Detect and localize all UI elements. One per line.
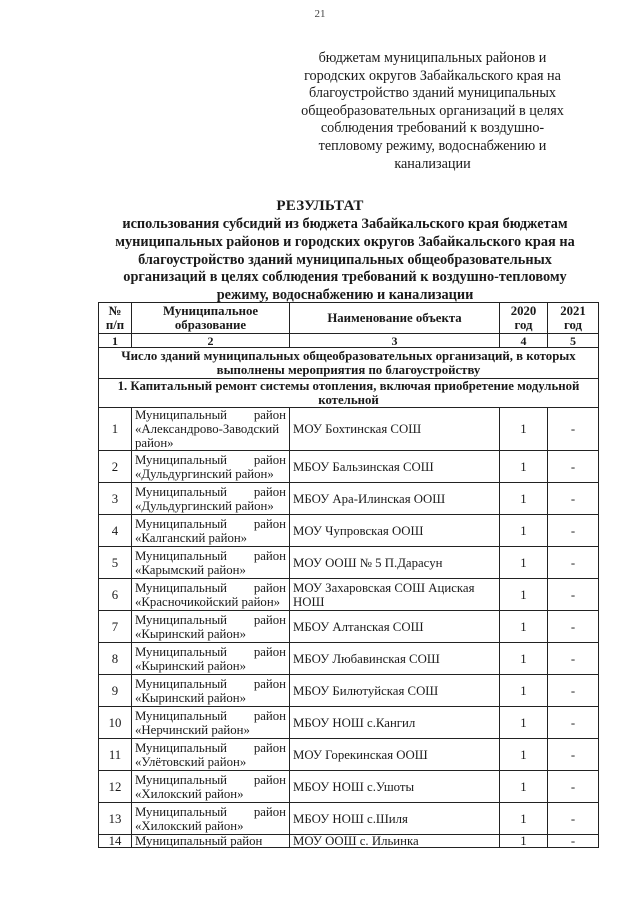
row-municipality: Муниципальный район «Улётовский район» [132, 739, 290, 771]
row-municipality: Муниципальный район «Красночикойский район» [132, 579, 290, 611]
table-row [99, 739, 599, 771]
page-number: 21 [314, 8, 326, 20]
column-index-row [99, 334, 599, 348]
row-year-2020: 1 [500, 675, 548, 707]
row-year-2021: - [548, 771, 599, 803]
row-object: МБОУ Любавинская СОШ [290, 643, 500, 675]
table-row [99, 835, 599, 848]
table-row [99, 803, 599, 835]
table-row [99, 643, 599, 675]
table-row [99, 483, 599, 515]
row-year-2020: 1 [500, 451, 548, 483]
row-object: МБОУ Билютуйская СОШ [290, 675, 500, 707]
results-table [98, 302, 599, 848]
row-year-2020: 1 [500, 835, 548, 848]
table-row [99, 579, 599, 611]
row-year-2020: 1 [500, 739, 548, 771]
table-row [99, 707, 599, 739]
table-row [99, 451, 599, 483]
row-object: МОУ Чупровская ООШ [290, 515, 500, 547]
row-year-2021: - [548, 643, 599, 675]
row-year-2020: 1 [500, 611, 548, 643]
intro-line: канализации [394, 155, 471, 172]
row-municipality: Муниципальный район «Дульдургинский район» [132, 451, 290, 483]
header-year-2020: 2020 год [500, 303, 548, 334]
row-number: 9 [99, 675, 132, 707]
intro-line: городских округов Забайкальского края на [304, 67, 561, 84]
column-index: 1 [99, 334, 132, 348]
header-municipality: Муниципальное образование [132, 303, 290, 334]
row-year-2021: - [548, 515, 599, 547]
subtitle-line: организаций в целях соблюдения требований к воздушно-тепловому [123, 269, 567, 286]
row-object: МБОУ Алтанская СОШ [290, 611, 500, 643]
row-object: МБОУ НОШ с.Кангил [290, 707, 500, 739]
row-municipality: Муниципальный район «Нерчинский район» [132, 707, 290, 739]
row-year-2021: - [548, 835, 599, 848]
row-number: 5 [99, 547, 132, 579]
row-municipality: Муниципальный район «Кыринский район» [132, 611, 290, 643]
row-municipality: Муниципальный район «Хилокский район» [132, 803, 290, 835]
table-row [99, 515, 599, 547]
row-municipality: Муниципальный район «Карымский район» [132, 547, 290, 579]
row-municipality: Муниципальный район «Дульдургинский район» [132, 483, 290, 515]
row-number: 10 [99, 707, 132, 739]
row-year-2021: - [548, 675, 599, 707]
row-object: МБОУ НОШ с.Шиля [290, 803, 500, 835]
row-year-2021: - [548, 739, 599, 771]
row-municipality: Муниципальный район «Калганский район» [132, 515, 290, 547]
intro-line: общеобразовательных организаций в целях [301, 102, 564, 119]
subtitle-line: режиму, водоснабжению и канализации [216, 287, 474, 304]
intro-line: благоустройство зданий муниципальных [309, 85, 556, 102]
table-row [99, 408, 599, 451]
row-number: 8 [99, 643, 132, 675]
row-municipality: Муниципальный район «Александрово-Заводский район» [132, 408, 290, 451]
subtitle-line: муниципальных районов и городских округов Забайкальского края на [115, 233, 575, 250]
row-year-2021: - [548, 707, 599, 739]
row-object: МБОУ Бальзинская СОШ [290, 451, 500, 483]
header-object: Наименование объекта [290, 303, 500, 334]
row-municipality: Муниципальный район «Хилокский район» [132, 771, 290, 803]
subsection-heading: 1. Капитальный ремонт системы отопления, включая приобретение модульной котельной [99, 379, 599, 408]
row-number: 3 [99, 483, 132, 515]
table-row [99, 611, 599, 643]
table-row [99, 547, 599, 579]
row-year-2021: - [548, 579, 599, 611]
row-number: 11 [99, 739, 132, 771]
subtitle-line: использования субсидий из бюджета Забайкальского края бюджетам [122, 216, 568, 232]
section-heading: Число зданий муниципальных общеобразовательных организаций, в которых выполнены мероприятия по благоустройству [99, 348, 599, 379]
row-year-2020: 1 [500, 579, 548, 611]
row-year-2021: - [548, 408, 599, 451]
row-number: 6 [99, 579, 132, 611]
row-object: МОУ Бохтинская СОШ [290, 408, 500, 451]
document-subtitle [95, 216, 595, 305]
row-year-2021: - [548, 483, 599, 515]
row-year-2021: - [548, 611, 599, 643]
row-number: 13 [99, 803, 132, 835]
intro-line: бюджетам муниципальных районов и [318, 50, 547, 66]
table-header-row [99, 303, 599, 334]
row-year-2021: - [548, 451, 599, 483]
table-row [99, 675, 599, 707]
intro-text [300, 50, 565, 173]
intro-line: соблюдения требований к воздушно- [320, 120, 545, 137]
row-number: 1 [99, 408, 132, 451]
subtitle-line: благоустройство зданий муниципальных общеобразовательных [138, 251, 552, 268]
row-year-2020: 1 [500, 643, 548, 675]
column-index: 5 [548, 334, 599, 348]
row-year-2020: 1 [500, 408, 548, 451]
row-municipality: Муниципальный район «Кыринский район» [132, 643, 290, 675]
row-number: 2 [99, 451, 132, 483]
column-index: 4 [500, 334, 548, 348]
row-object: МОУ Горекинская ООШ [290, 739, 500, 771]
row-object: МБОУ Ара-Илинская ООШ [290, 483, 500, 515]
row-number: 7 [99, 611, 132, 643]
row-year-2020: 1 [500, 547, 548, 579]
intro-line: тепловому режиму, водоснабжению и [318, 137, 547, 154]
row-year-2020: 1 [500, 771, 548, 803]
row-year-2020: 1 [500, 707, 548, 739]
section-row [99, 348, 599, 379]
column-index: 2 [132, 334, 290, 348]
row-year-2021: - [548, 803, 599, 835]
table-row [99, 771, 599, 803]
row-municipality: Муниципальный район [132, 835, 290, 848]
column-index: 3 [290, 334, 500, 348]
row-object: МОУ Захаровская СОШ Ациская НОШ [290, 579, 500, 611]
row-year-2020: 1 [500, 483, 548, 515]
row-object: МОУ ООШ № 5 П.Дарасун [290, 547, 500, 579]
row-year-2020: 1 [500, 803, 548, 835]
row-object: МБОУ НОШ с.Ушоты [290, 771, 500, 803]
row-number: 12 [99, 771, 132, 803]
header-year-2021: 2021 год [548, 303, 599, 334]
row-year-2021: - [548, 547, 599, 579]
row-object: МОУ ООШ с. Ильинка [290, 835, 500, 848]
row-number: 14 [99, 835, 132, 848]
row-number: 4 [99, 515, 132, 547]
subsection-row [99, 379, 599, 408]
header-no: № п/п [99, 303, 132, 334]
document-title: РЕЗУЛЬТАТ [276, 198, 364, 214]
row-municipality: Муниципальный район «Кыринский район» [132, 675, 290, 707]
row-year-2020: 1 [500, 515, 548, 547]
